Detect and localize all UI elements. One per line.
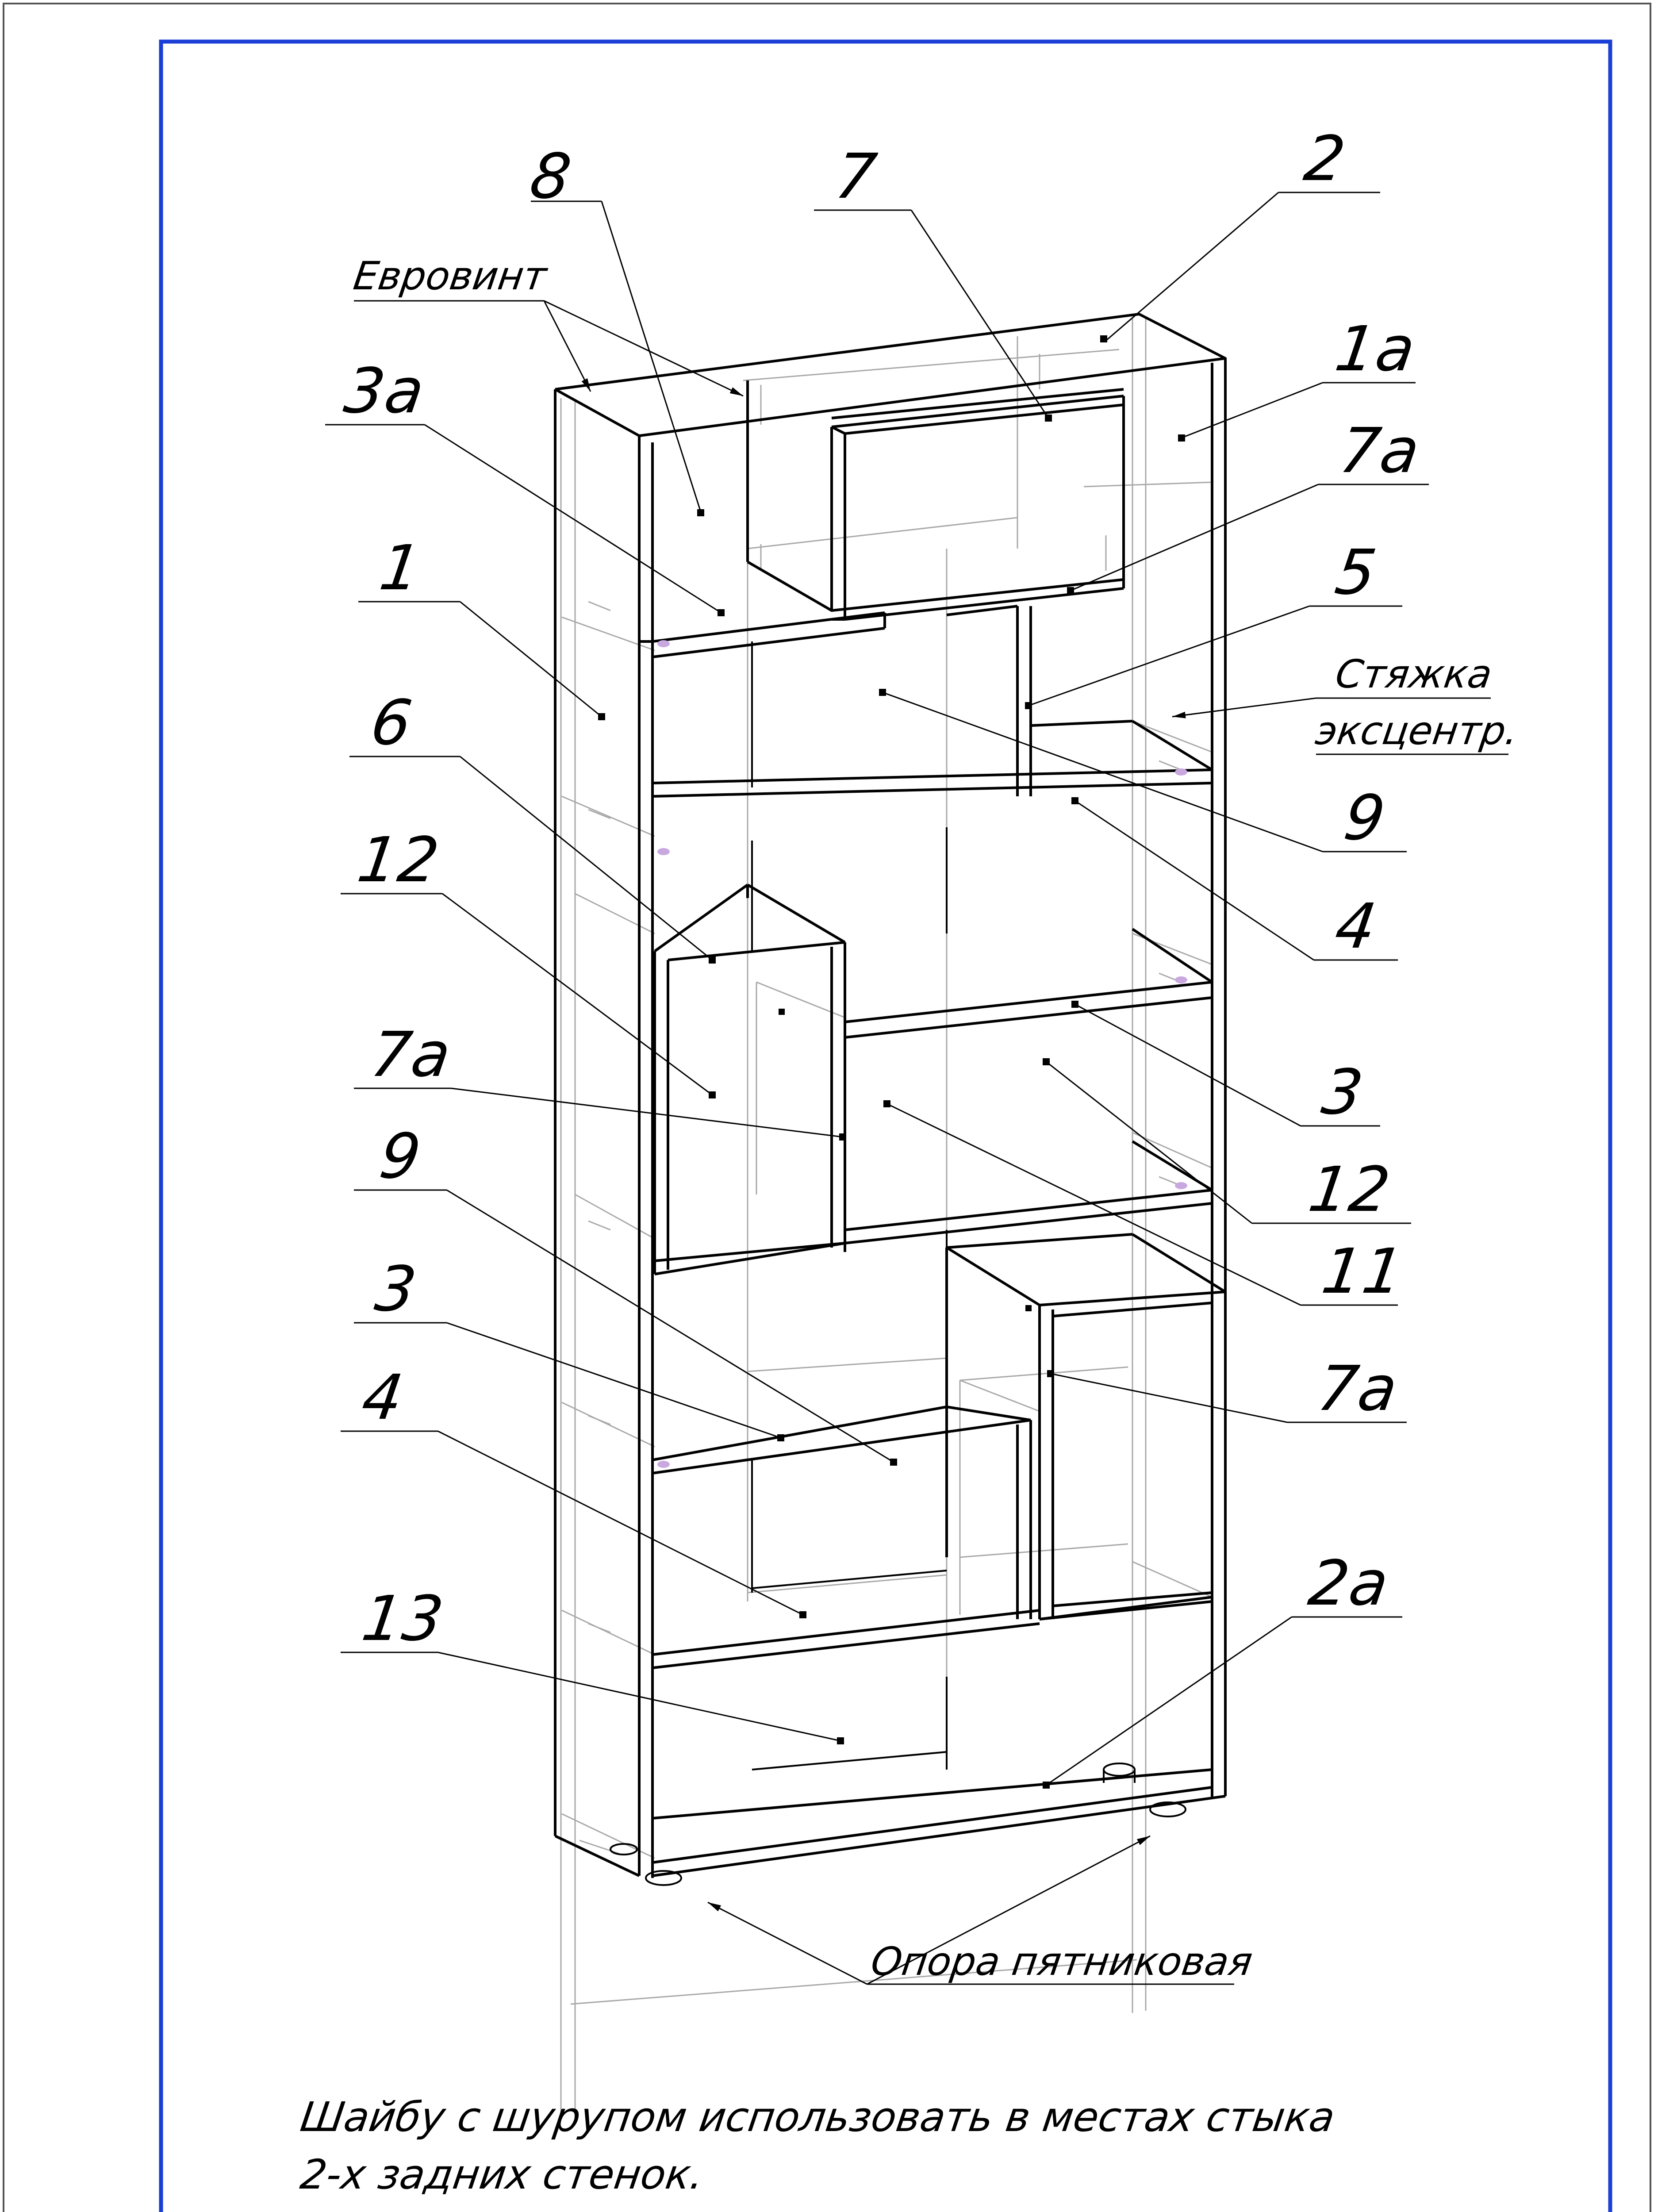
connector-dots [657,640,1187,1468]
assembly-note-line1: Шайбу с шурупом использовать в местах стыка [297,2093,1338,2141]
part-label-4-right: 4 [1331,891,1382,963]
callout-stjazhka-line2: эксцентр. [1312,708,1521,753]
part-label-5: 5 [1331,537,1382,609]
part-label-3-left: 3 [371,1253,422,1325]
carcass-edges [555,314,1225,1878]
part-label-9-left: 9 [375,1121,426,1193]
part-label-11: 11 [1317,1236,1408,1308]
part-label-13: 13 [357,1583,449,1655]
part-label-2: 2 [1300,123,1351,195]
part-label-7: 7 [831,141,882,213]
part-label-8: 8 [526,141,576,213]
callout-opora: Опора пятниковая [868,1939,1255,1984]
callout-stjazhka-line1: Стяжка [1332,651,1495,697]
part-label-7a-left: 7а [366,1019,456,1091]
part-label-3-right: 3 [1317,1056,1368,1129]
back-panels [752,641,947,1770]
feet [610,1763,1186,1885]
part-label-9-right: 9 [1339,782,1390,854]
part-label-1: 1 [375,532,426,604]
part-label-7a-top: 7а [1335,415,1425,487]
part-label-3a: 3а [340,355,430,427]
part-label-1a: 1а [1331,313,1420,385]
part-label-2a: 2а [1304,1548,1394,1620]
hidden-edges [561,316,1212,2121]
part-label-4-left: 4 [357,1362,408,1434]
assembly-note-line2: 2-х задних стенок. [297,2151,707,2198]
part-label-12-left: 12 [353,824,444,896]
leader-points [598,335,1185,1789]
part-label-7a-right: 7а [1313,1353,1403,1425]
part-label-6: 6 [366,687,417,759]
callout-eurovint: Евровинт [350,253,550,299]
part-label-12-right: 12 [1304,1154,1395,1226]
